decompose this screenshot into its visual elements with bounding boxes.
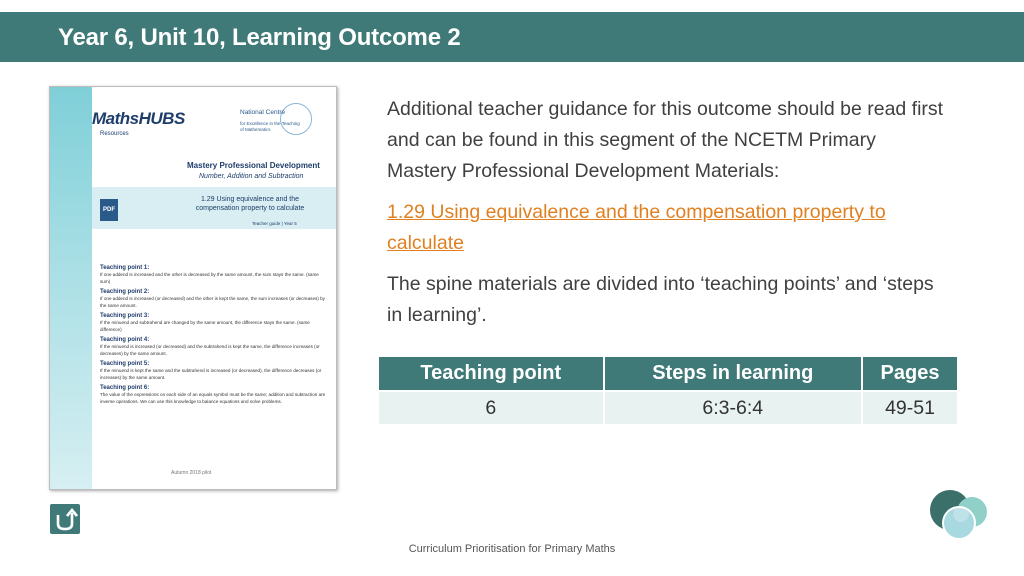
page-title: Year 6, Unit 10, Learning Outcome 2 [58,24,461,51]
teaching-point-body: If one addend is increased and the other is decreased by the same amount, the sum stays the same. (same sum) [100,272,319,284]
maths-hubs-logo-sub: Resources [100,131,129,137]
ncetm-circles-logo [928,488,988,544]
header-steps-in-learning: Steps in learning [604,357,862,391]
title-bar [0,12,1024,62]
header-pages: Pages [862,357,957,391]
header-teaching-point: Teaching point [379,357,604,391]
pdf-icon: PDF [100,199,118,221]
intro-text: Additional teacher guidance for this outcome should be read first and can be found in this segment of the NCETM Primary Mastery Professional Development Materials: [387,98,944,182]
teaching-point-head: Teaching point 4: [100,337,150,343]
cell-pages: 49-51 [862,391,957,424]
table-row [379,391,957,424]
cell-teaching-point: 6 [379,391,604,424]
ncetm-logo-sub: for Excellence in the Teaching of Mathematics [240,121,300,132]
table-header-row [379,357,957,391]
materials-link[interactable]: 1.29 Using equivalence and the compensation property to calculate [387,201,886,254]
document-footer: Autumn 2018 pilot [171,470,212,476]
teaching-point-head: Teaching point 1: [100,265,150,271]
teaching-point-body: The value of the expressions on each side of an equals symbol must be the same; addition and subtraction are inverse operations. We can use this knowledge to balance equations and solve problems. [100,392,326,404]
teaching-point-head: Teaching point 5: [100,361,150,367]
footer-text: Curriculum Prioritisation for Primary Maths [408,543,616,555]
teaching-table [379,357,957,424]
teaching-point-body: If the minuend is increased (or decreased) and the subtrahend is kept the same, the difference increases (or decreases) by the same amount. [100,344,320,356]
teaching-point-head: Teaching point 2: [100,289,150,295]
spine-text: The spine materials are divided into ‘teaching points’ and ‘steps in learning’. [387,273,934,326]
teaching-point-body: If the minuend and subtrahend are changed by the same amount, the difference stays the same. (same difference) [100,320,310,332]
document-section-title: 1.29 Using equivalence and the compensation property to calculate [195,196,305,212]
return-button[interactable] [50,504,80,534]
document-heading: Mastery Professional Development [187,161,320,170]
document-side-stripe [50,87,92,489]
document-guide-label: Teacher guide | Year 5 [252,221,297,226]
teaching-point-head: Teaching point 3: [100,313,150,319]
document-thumbnail[interactable] [49,86,337,490]
cell-steps-in-learning: 6:3-6:4 [604,391,862,424]
maths-hubs-logo: MathsHUBS [92,109,185,128]
ncetm-logo-title: National Centre [240,109,286,116]
teaching-point-body: If the minuend is kept the same and the subtrahend is increased (or decreased), the difference decreases (or increases) by the same amount. [100,368,322,380]
document-subheading: Number, Addition and Subtraction [199,173,304,180]
teaching-points-list [100,261,328,405]
return-arrow-icon [50,504,80,534]
teaching-point-body: If one addend is increased (or decreased) and the other is kept the same, the sum increases (or decreases) by the same amount. [100,296,325,308]
teaching-point-head: Teaching point 6: [100,385,150,391]
